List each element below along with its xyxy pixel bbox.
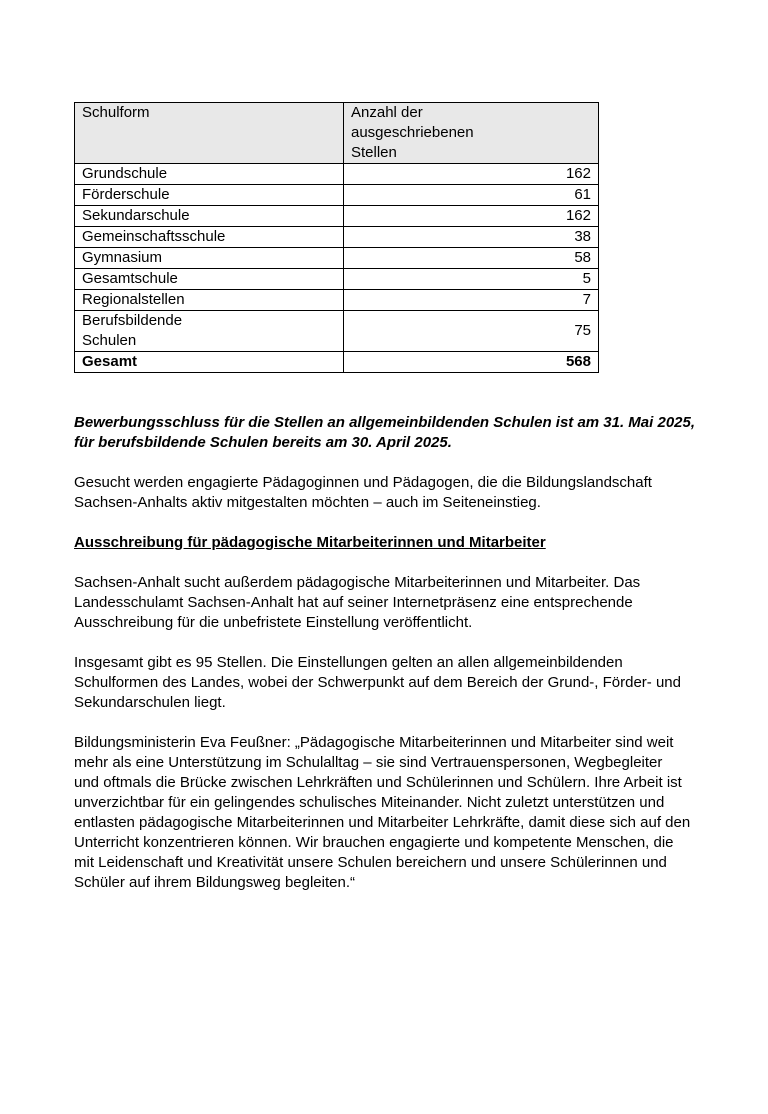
table-row	[75, 164, 599, 185]
row-value: 162	[344, 164, 599, 185]
row-value: 58	[344, 248, 599, 269]
total-label: Gesamt	[75, 352, 344, 373]
deadline-line: Bewerbungsschluss für die Stellen an allgemeinbildenden Schulen ist am 31. Mai 2025,	[74, 414, 696, 431]
application-deadline	[74, 413, 698, 453]
intro-paragraph	[74, 473, 698, 513]
text-line: Ausschreibung für die unbefristete Einstellung veröffentlicht.	[74, 614, 473, 631]
row-label: Sekundarschule	[75, 206, 344, 227]
text-line: entlasten pädagogische Mitarbeiterinnen und Mitarbeiter Lehrkräfte, damit diese sich auf den	[74, 814, 691, 831]
text-line: Bildungsministerin Eva Feußner: „Pädagogische Mitarbeiterinnen und Mitarbeiter sind weit	[74, 734, 674, 751]
section-heading: Ausschreibung für pädagogische Mitarbeiterinnen und Mitarbeiter	[74, 534, 546, 551]
text-line: Gesucht werden engagierte Pädagoginnen und Pädagogen, die die Bildungslandschaft	[74, 474, 652, 491]
text-line: mit Leidenschaft und Kreativität unsere Schulen bereichern und unsere Schülerinnen und	[74, 854, 667, 871]
text-line: unverzichtbar für ein gelingendes schulisches Miteinander. Nicht zuletzt unterstützen und	[74, 794, 665, 811]
row-label-line: Berufsbildende	[82, 312, 183, 329]
row-value: 75	[344, 311, 599, 352]
paragraph-positions	[74, 653, 698, 713]
row-label	[75, 311, 344, 352]
text-line: Schüler auf ihrem Bildungsweg begleiten.“	[74, 874, 355, 891]
row-value: 5	[344, 269, 599, 290]
deadline-line: für berufsbildende Schulen bereits am 30. April 2025.	[74, 434, 452, 451]
text-line: Insgesamt gibt es 95 Stellen. Die Einstellungen gelten an allen allgemeinbildenden	[74, 654, 623, 671]
minister-quote	[74, 733, 698, 893]
paragraph-staff-search	[74, 573, 698, 633]
header-position-count	[344, 103, 599, 164]
positions-table	[74, 102, 599, 373]
text-line: und oftmals die Brücke zwischen Lehrkräften und Schülerinnen und Schülern. Ihre Arbeit ist	[74, 774, 682, 791]
header-count-line: ausgeschriebenen	[351, 124, 474, 141]
row-label: Förderschule	[75, 185, 344, 206]
row-label-line: Schulen	[82, 332, 137, 349]
row-value: 61	[344, 185, 599, 206]
row-label: Regionalstellen	[75, 290, 344, 311]
text-line: Unterricht konzentrieren können. Wir brauchen engagierte und kompetente Menschen, die	[74, 834, 674, 851]
header-count-line: Stellen	[351, 144, 397, 161]
text-line: Schulformen des Landes, wobei der Schwerpunkt auf dem Bereich der Grund-, Förder- und	[74, 674, 681, 691]
text-line: Sekundarschulen liegt.	[74, 694, 226, 711]
table-row	[75, 269, 599, 290]
row-value: 7	[344, 290, 599, 311]
text-line: Sachsen-Anhalts aktiv mitgestalten möchten – auch im Seiteneinstieg.	[74, 494, 541, 511]
row-value: 38	[344, 227, 599, 248]
table-row	[75, 185, 599, 206]
row-label: Gymnasium	[75, 248, 344, 269]
text-line: mehr als eine Unterstützung im Schulalltag – sie sind Vertrauenspersonen, Wegbegleiter	[74, 754, 663, 771]
table-row	[75, 290, 599, 311]
table-row	[75, 248, 599, 269]
table-header-row	[75, 103, 599, 164]
total-value: 568	[344, 352, 599, 373]
row-value: 162	[344, 206, 599, 227]
table-row	[75, 311, 599, 352]
table-row	[75, 206, 599, 227]
header-count-line: Anzahl der	[351, 104, 423, 121]
row-label: Grundschule	[75, 164, 344, 185]
text-line: Sachsen-Anhalt sucht außerdem pädagogische Mitarbeiterinnen und Mitarbeiter. Das	[74, 574, 641, 591]
row-label: Gemeinschaftsschule	[75, 227, 344, 248]
document-page	[74, 102, 698, 893]
row-label: Gesamtschule	[75, 269, 344, 290]
table-total-row	[75, 352, 599, 373]
header-school-type: Schulform	[75, 103, 344, 164]
table-row	[75, 227, 599, 248]
text-line: Landesschulamt Sachsen-Anhalt hat auf seiner Internetpräsenz eine entsprechende	[74, 594, 633, 611]
